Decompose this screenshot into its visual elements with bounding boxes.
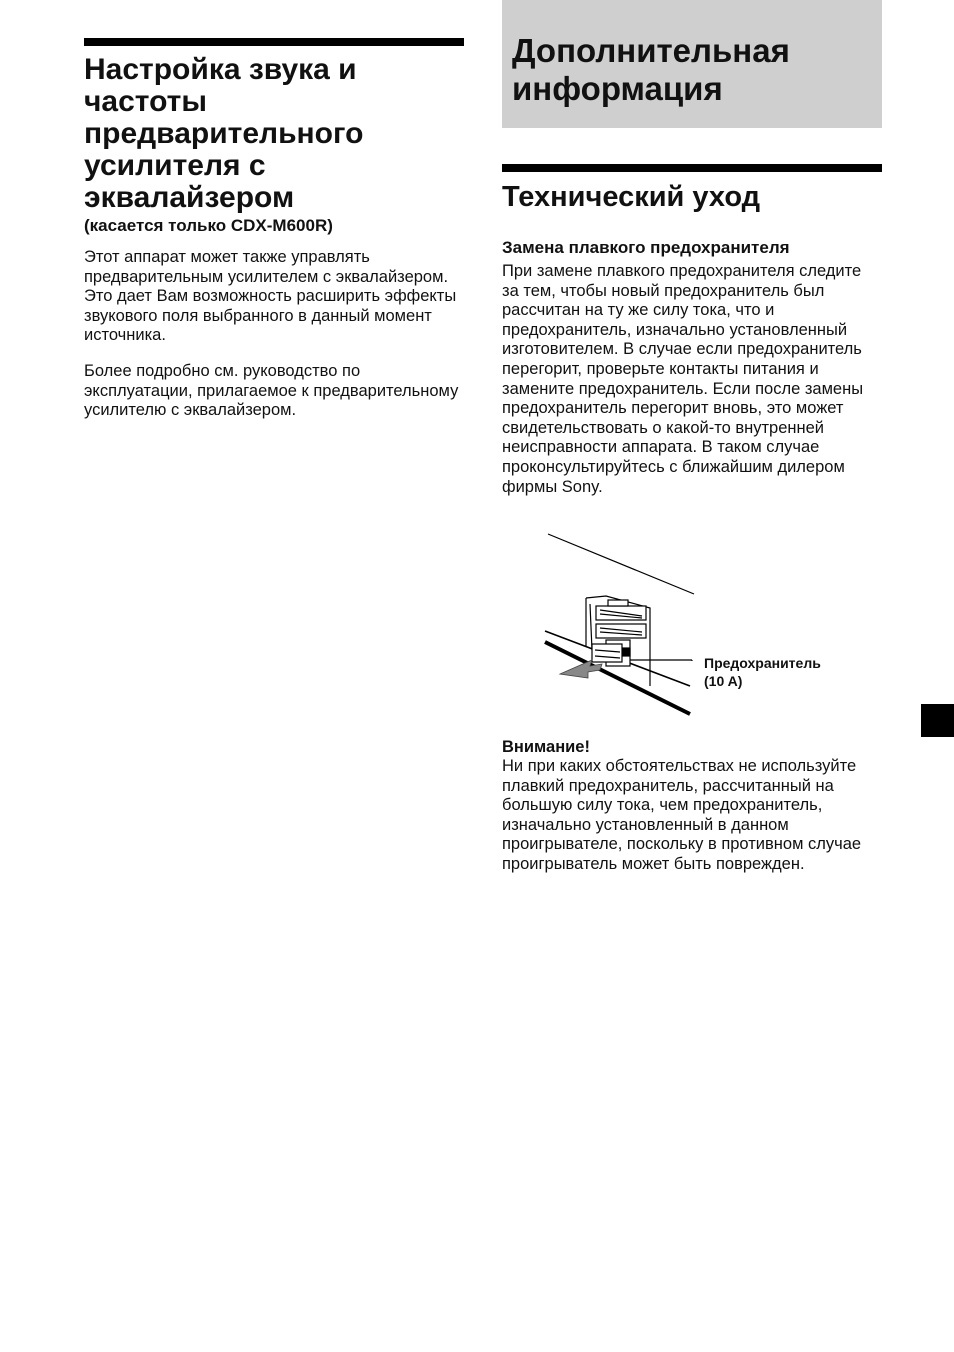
fuse-callout-line1: Предохранитель xyxy=(704,655,821,671)
fuse-replacement-heading: Замена плавкого предохранителя xyxy=(502,238,790,257)
equalizer-paragraph-2: Более подробно см. руководство по эксплуатации, прилагаемое к предварительному усилителю с эквалайзером. xyxy=(84,361,459,420)
fuse-illustration xyxy=(540,528,880,723)
section-rule xyxy=(84,38,464,46)
maintenance-rule xyxy=(502,164,882,172)
warning-text: Ни при каких обстоятельствах не используйте плавкий предохранитель, рассчитанный на большую силу тока, чем предохранитель, изначально установленный в данном проигрывателе, поскольку в противном случае проигрыватель может быть поврежден. xyxy=(502,757,862,873)
left-column xyxy=(84,38,464,421)
equalizer-paragraph-1b: Это дает Вам возможность расширить эффекты звукового поля выбранного в данный момент источника. xyxy=(84,287,457,345)
additional-info-title: Дополнительная информация xyxy=(512,32,790,107)
fuse-callout-label xyxy=(704,654,821,690)
maintenance-title: Технический уход xyxy=(502,181,761,213)
equalizer-section-subtitle: (касается только CDX-M600R) xyxy=(84,216,333,235)
fuse-replacement-text: При замене плавкого предохранителя следите за тем, чтобы новый предохранитель был рассчитан на ту же силу тока, что и предохранитель, изначально установленный изготовителем. В случае если предохранитель перегорит, проверьте контакты питания и замените предохранитель. Если после замены предохранитель перегорит вновь, это может свидетельствовать о какой-то внутренней неисправности аппарата. В таком случае проконсультируйтесь с ближайшим дилером фирмы Sony. xyxy=(502,262,864,496)
warning-block xyxy=(502,737,882,875)
section-tab-marker xyxy=(921,704,954,737)
fuse-callout-line2: (10 A) xyxy=(704,673,743,689)
equalizer-section-title: Настройка звука и частоты предварительного усилителя с эквалайзером xyxy=(84,53,364,214)
equalizer-paragraph-1: Этот аппарат может также управлять предварительным усилителем с эквалайзером. xyxy=(84,248,449,286)
right-column xyxy=(502,164,882,497)
additional-info-banner xyxy=(502,0,882,128)
warning-title: Внимание! xyxy=(502,738,590,756)
